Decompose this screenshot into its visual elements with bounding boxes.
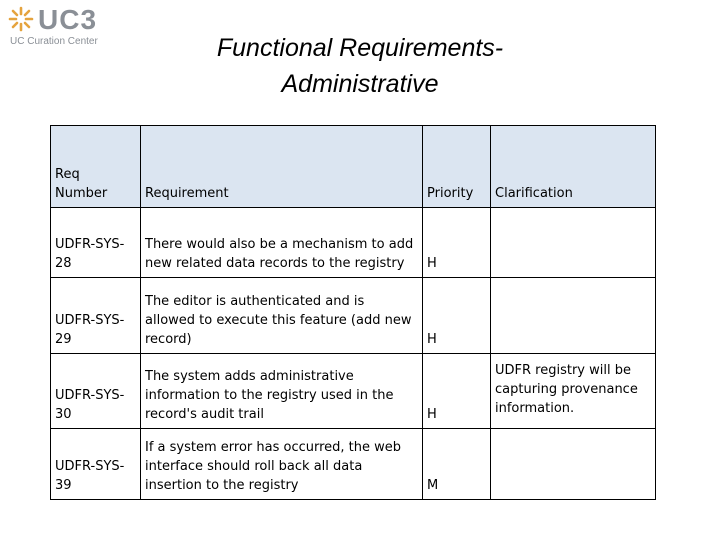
- req-number-cell: UDFR-SYS-28: [51, 208, 141, 278]
- title-line-1: Functional Requirements-: [216, 34, 504, 62]
- req-number-cell: UDFR-SYS-30: [51, 354, 141, 429]
- priority-cell: M: [423, 429, 491, 500]
- header-requirement: Requirement: [141, 126, 423, 208]
- logo-subtitle: UC Curation Center: [10, 36, 98, 47]
- table-row: [51, 429, 656, 500]
- clarification-cell: [491, 208, 656, 278]
- requirement-cell: There would also be a mechanism to add new related data records to the registry: [141, 208, 423, 278]
- clarification-cell: UDFR registry will be capturing provenance information.: [491, 354, 656, 429]
- table-row: [51, 354, 656, 429]
- requirement-cell: If a system error has occurred, the web interface should roll back all data insertion to the registry: [141, 429, 423, 500]
- requirements-table: [50, 125, 656, 500]
- priority-cell: H: [423, 278, 491, 354]
- requirement-cell: The editor is authenticated and is allowed to execute this feature (add new record): [141, 278, 423, 354]
- clarification-cell: [491, 278, 656, 354]
- req-number-cell: UDFR-SYS-39: [51, 429, 141, 500]
- header-req-number: Req Number: [51, 126, 141, 208]
- table-header-row: [51, 126, 656, 208]
- req-number-cell: UDFR-SYS-29: [51, 278, 141, 354]
- slide-title: [0, 30, 720, 102]
- priority-cell: H: [423, 208, 491, 278]
- requirement-cell: The system adds administrative information to the registry used in the record's audit trail: [141, 354, 423, 429]
- header-clarification: Clarification: [491, 126, 656, 208]
- priority-cell: H: [423, 354, 491, 429]
- header-priority: Priority: [423, 126, 491, 208]
- table-row: [51, 208, 656, 278]
- title-line-2: Administrative: [281, 70, 439, 98]
- sunburst-icon: [8, 6, 34, 32]
- table-row: [51, 278, 656, 354]
- logo-text: UC3: [38, 4, 98, 35]
- clarification-cell: [491, 429, 656, 500]
